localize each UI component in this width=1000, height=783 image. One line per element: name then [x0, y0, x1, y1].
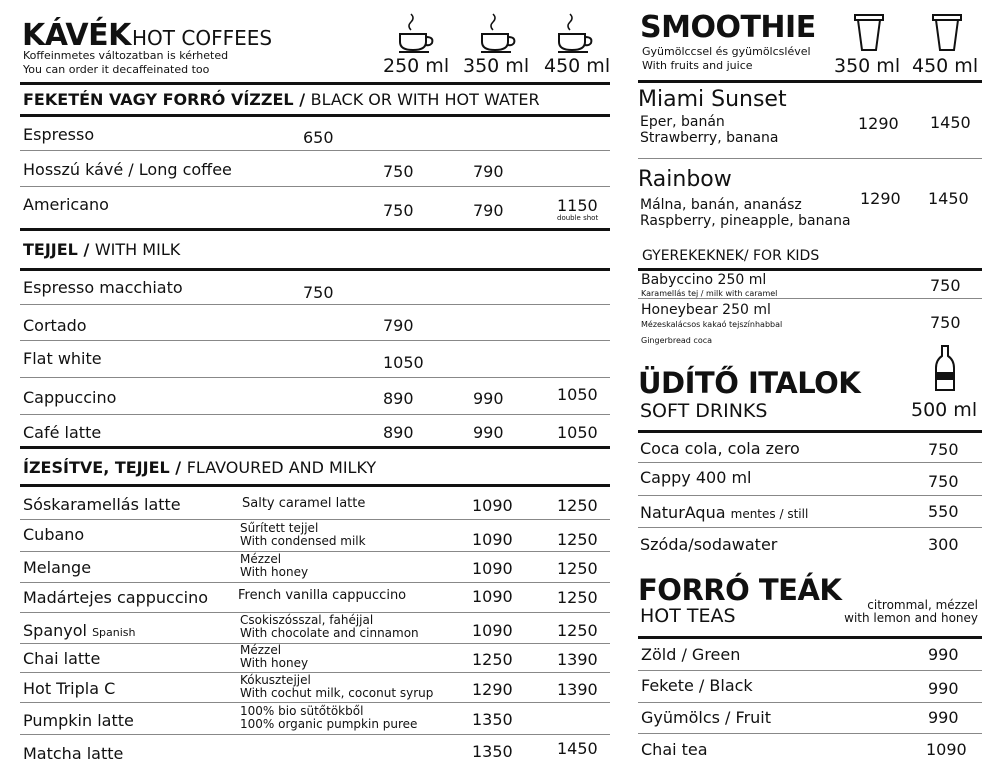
menu-item-name: Americano	[23, 195, 109, 214]
double-shot-note: double shot	[557, 214, 599, 222]
price: 1250	[557, 530, 598, 549]
price: 550	[928, 502, 959, 521]
price: 990	[928, 645, 959, 664]
smoothie-item-name: Rainbow	[638, 167, 732, 192]
price: 1050	[557, 385, 598, 404]
coffee-note-hu: Koffeinmetes változatban is kérheted	[23, 49, 229, 62]
size-450: 450 ml	[544, 55, 611, 77]
menu-item-name: Hot Tripla C	[23, 679, 116, 698]
kids-item-desc: Mézeskalácsos kakaó tejszínhabbal	[641, 320, 783, 329]
menu-item-name: Chai latte	[23, 649, 101, 668]
menu-item-name: Cortado	[23, 316, 87, 335]
menu-item-name: Cubano	[23, 525, 85, 544]
item-desc: Sűrített tejjel	[240, 521, 319, 535]
milk-heading: TEJJEL / WITH MILK	[23, 240, 181, 259]
black-heading: FEKETÉN VAGY FORRÓ VÍZZEL / BLACK OR WITH HOT WATER	[23, 90, 540, 109]
item-desc: Kókusztejjel	[240, 673, 311, 687]
price: 1350	[472, 742, 513, 761]
price: 1150	[557, 196, 598, 215]
kids-item-name: Honeybear 250 ml	[641, 302, 771, 318]
smoothie-note-en: With fruits and juice	[642, 59, 753, 72]
price: 750	[383, 201, 414, 220]
menu-item-name: Madártejes cappuccino	[23, 588, 208, 607]
kids-item-name: Babyccino 250 ml	[641, 272, 767, 288]
flavoured-heading: ÍZESÍTVE, TEJJEL / FLAVOURED AND MILKY	[23, 458, 377, 477]
price: 1250	[472, 650, 513, 669]
price: 1290	[860, 189, 901, 208]
price: 1450	[557, 739, 598, 758]
item-desc: Csokiszósszal, fahéjjal	[240, 613, 374, 627]
smoothie-item-name: Miami Sunset	[638, 87, 787, 112]
kids-heading: GYEREKEKNEK/ FOR KIDS	[642, 248, 820, 264]
tea-note-en: with lemon and honey	[844, 611, 978, 625]
kids-item-desc: Gingerbread coca	[641, 336, 713, 345]
price: 1350	[472, 710, 513, 729]
price: 750	[303, 283, 334, 302]
price: 790	[473, 162, 504, 181]
menu-item-name: Cappuccino	[23, 388, 117, 407]
menu-item-name: Spanyol Spanish	[23, 621, 136, 640]
menu-item-name: Espresso	[23, 125, 95, 144]
price: 1090	[472, 621, 513, 640]
item-desc: With condensed milk	[240, 534, 366, 548]
size-500: 500 ml	[911, 399, 978, 421]
tea-title: FORRÓ TEÁK	[638, 573, 842, 607]
coffee-cup-icon	[479, 12, 519, 54]
item-desc: With honey	[240, 565, 309, 579]
price: 1050	[383, 353, 424, 372]
price: 1450	[930, 113, 971, 132]
price: 1390	[557, 650, 598, 669]
soft-title: ÜDÍTŐ ITALOK	[638, 366, 861, 400]
price: 750	[383, 162, 414, 181]
tea-item-name: Chai tea	[641, 740, 708, 759]
price: 750	[928, 472, 959, 491]
price: 1090	[926, 740, 967, 759]
price: 990	[473, 423, 504, 442]
smoothie-item-hu: Málna, banán, ananász	[640, 197, 802, 213]
item-desc: Salty caramel latte	[242, 496, 366, 511]
price: 890	[383, 423, 414, 442]
item-desc: With cochut milk, coconut syrup	[240, 686, 434, 700]
soft-item-name: Szóda/sodawater	[640, 535, 778, 554]
plastic-cup-icon	[853, 13, 885, 53]
soft-item-name: Cappy 400 ml	[640, 468, 752, 487]
menu-item-name: Flat white	[23, 349, 102, 368]
price: 790	[473, 201, 504, 220]
item-desc: 100% bio sütőtökből	[240, 704, 364, 718]
coffee-cup-icon	[397, 12, 437, 54]
item-desc: French vanilla cappuccino	[238, 588, 407, 603]
tea-item-name: Gyümölcs / Fruit	[641, 708, 771, 727]
item-desc: Mézzel	[240, 643, 282, 657]
menu-item-name: Café latte	[23, 423, 102, 442]
bottle-icon	[934, 344, 956, 392]
tea-note-hu: citrommal, mézzel	[867, 598, 978, 612]
price: 790	[383, 316, 414, 335]
soft-item-name: NaturAqua mentes / still	[640, 503, 809, 522]
price: 750	[928, 440, 959, 459]
price: 1090	[472, 559, 513, 578]
price: 300	[928, 535, 959, 554]
price: 1090	[472, 530, 513, 549]
price: 1050	[557, 423, 598, 442]
price: 990	[473, 389, 504, 408]
smoothie-title: SMOOTHIE	[640, 10, 816, 45]
kids-item-desc: Karamellás tej / milk with caramel	[641, 289, 778, 298]
coffee-title: KÁVÉK	[22, 18, 131, 53]
price: 650	[303, 128, 334, 147]
price: 990	[928, 708, 959, 727]
item-desc: 100% organic pumpkin puree	[240, 717, 418, 731]
size-450: 450 ml	[912, 55, 979, 77]
price: 1250	[557, 621, 598, 640]
menu-item-name: Espresso macchiato	[23, 278, 183, 297]
price: 1250	[557, 588, 598, 607]
price: 1450	[928, 189, 969, 208]
price: 750	[930, 313, 961, 332]
price: 1090	[472, 587, 513, 606]
price: 1090	[472, 496, 513, 515]
item-desc: With chocolate and cinnamon	[240, 626, 419, 640]
price: 1290	[472, 680, 513, 699]
smoothie-item-en: Raspberry, pineapple, banana	[640, 213, 851, 229]
menu-item-name: Pumpkin latte	[23, 711, 134, 730]
price: 1390	[557, 680, 598, 699]
price: 1290	[858, 114, 899, 133]
item-desc: Mézzel	[240, 552, 282, 566]
item-desc: With honey	[240, 656, 309, 670]
tea-item-name: Zöld / Green	[641, 645, 741, 664]
smoothie-item-hu: Eper, banán	[640, 114, 725, 130]
tea-item-name: Fekete / Black	[641, 676, 753, 695]
menu-item-name: Melange	[23, 558, 92, 577]
price: 750	[930, 276, 961, 295]
menu-item-name: Sóskaramellás latte	[23, 495, 181, 514]
size-350: 350 ml	[834, 55, 901, 77]
coffee-note-en: You can order it decaffeinated too	[23, 63, 210, 76]
price: 890	[383, 389, 414, 408]
coffee-title-en: HOT COFFEES	[132, 26, 273, 50]
coffee-cup-icon	[556, 12, 596, 54]
smoothie-note-hu: Gyümölccsel és gyümölcslével	[642, 45, 811, 58]
price: 1250	[557, 559, 598, 578]
soft-item-name: Coca cola, cola zero	[640, 439, 800, 458]
menu-item-name: Matcha latte	[23, 744, 124, 763]
menu-item-name: Hosszú kávé / Long coffee	[23, 160, 232, 179]
tea-title-en: HOT TEAS	[640, 605, 736, 627]
price: 990	[928, 679, 959, 698]
size-250: 250 ml	[383, 55, 450, 77]
price: 1250	[557, 496, 598, 515]
smoothie-item-en: Strawberry, banana	[640, 130, 779, 146]
soft-title-en: SOFT DRINKS	[640, 400, 768, 422]
plastic-cup-icon	[931, 13, 963, 53]
size-350: 350 ml	[463, 55, 530, 77]
